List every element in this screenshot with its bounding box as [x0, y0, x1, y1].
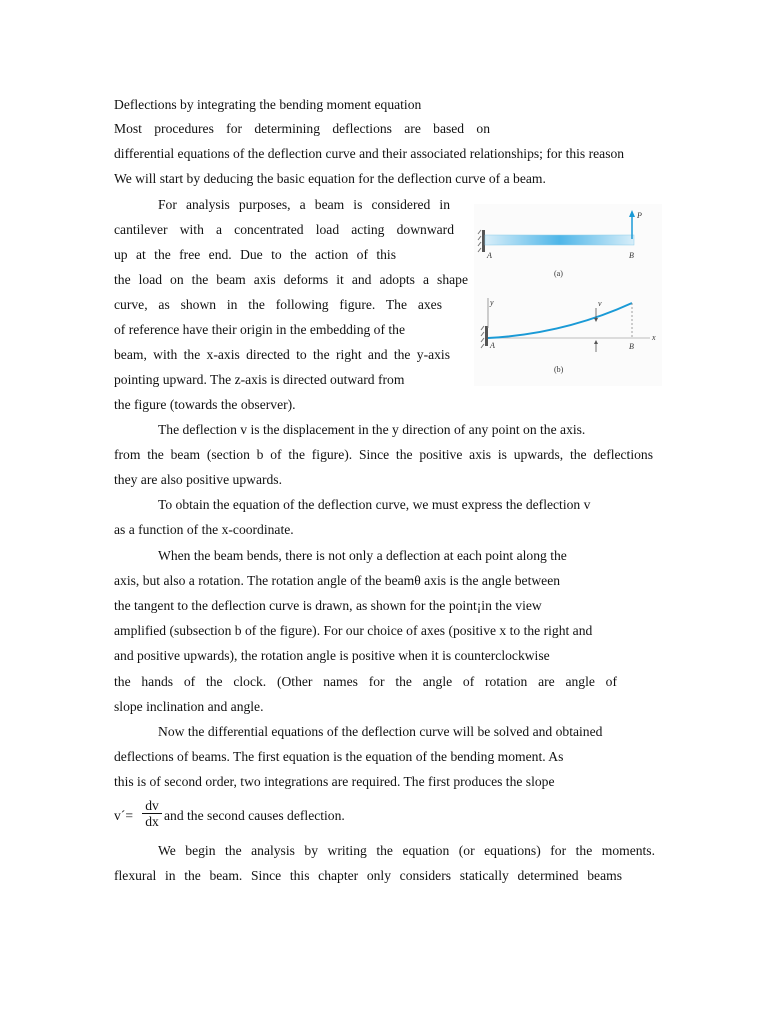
paragraph-line: axis, but also a rotation. The rotation angle of the beamθ axis is the angle between	[114, 573, 561, 588]
beam	[485, 235, 634, 245]
paragraph-line: amplified (subsection b of the figure). For our choice of axes (positive x to the right and	[114, 623, 593, 638]
paragraph-line: We begin the analysis by writing the equation (or equations) for the moments.	[158, 843, 655, 858]
paragraph-line: When the beam bends, there is not only a deflection at each point along the	[158, 548, 567, 563]
formula-fraction	[142, 798, 162, 829]
label-a: A	[487, 251, 492, 260]
label-x: x	[652, 333, 656, 342]
heading: Deflections by integrating the bending moment equation	[114, 97, 422, 112]
caption-b: (b)	[554, 365, 564, 374]
paragraph-line: cantilever with a concentrated load acting downward	[114, 222, 454, 237]
paragraph-line: the tangent to the deflection curve is drawn, as shown for the point¡in the view	[114, 598, 542, 613]
paragraph-line: as a function of the x-coordinate.	[114, 522, 294, 537]
paragraph-line: the figure (towards the observer).	[114, 397, 296, 412]
fixed-support-b	[485, 326, 488, 346]
arrow-up-icon	[594, 340, 598, 344]
paragraph-line: of reference have their origin in the embedding of the	[114, 322, 406, 337]
paragraph-line: We will start by deducing the basic equation for the deflection curve of a beam.	[114, 171, 546, 186]
paragraph-line: the load on the beam axis deforms it and adopts a shape	[114, 272, 468, 287]
paragraph-line: differential equations of the deflection curve and their associated relationships; for this reason	[114, 146, 625, 161]
formula-rhs: and the second causes deflection.	[164, 808, 345, 823]
paragraph-line: curve, as shown in the following figure. The axes	[114, 297, 442, 312]
paragraph-line: up at the free end. Due to the action of this	[114, 247, 396, 262]
paragraph-line: Now the differential equations of the deflection curve will be solved and obtained	[158, 724, 603, 739]
arrow-down-icon	[594, 318, 598, 322]
label-b-b: B	[629, 342, 634, 351]
paragraph-line: For analysis purposes, a beam is considered in	[158, 197, 450, 212]
paragraph-line: the hands of the clock. (Other names for the angle of rotation are angle of	[114, 674, 617, 689]
fixed-support-a	[482, 230, 485, 252]
paragraph-line: pointing upward. The z-axis is directed outward from	[114, 372, 405, 387]
label-p: P	[637, 211, 642, 220]
formula-numerator: dv	[142, 798, 162, 814]
paragraph-line: beam, with the x-axis directed to the right and the y-axis	[114, 347, 450, 362]
paragraph-line: and positive upwards), the rotation angle is positive when it is counterclockwise	[114, 648, 550, 663]
formula-lhs: v´=	[114, 808, 133, 823]
paragraph-line: To obtain the equation of the deflection curve, we must express the deflection v	[158, 497, 591, 512]
label-b: B	[629, 251, 634, 260]
label-a-b: A	[490, 341, 495, 350]
paragraph-line: Most procedures for determining deflections are based on	[114, 121, 490, 136]
paragraph-line: they are also positive upwards.	[114, 472, 282, 487]
beam-diagram	[474, 204, 662, 386]
paragraph-line: The deflection v is the displacement in the y direction of any point on the axis.	[158, 422, 586, 437]
deflection-curve	[488, 303, 632, 338]
paragraph-line: slope inclination and angle.	[114, 699, 264, 714]
caption-a: (a)	[554, 269, 563, 278]
paragraph-line: from the beam (section b of the figure). Since the positive axis is upwards, the deflections	[114, 447, 653, 462]
paragraph-line: flexural in the beam. Since this chapter only considers statically determined beams	[114, 868, 622, 883]
paragraph-line: deflections of beams. The first equation is the equation of the bending moment. As	[114, 749, 564, 764]
formula-denominator: dx	[145, 814, 159, 829]
paragraph-line: this is of second order, two integrations are required. The first produces the slope	[114, 774, 555, 789]
label-y: y	[490, 298, 494, 307]
label-v: v	[598, 299, 602, 308]
arrow-head-icon	[629, 210, 635, 217]
beam-figure	[474, 204, 662, 386]
